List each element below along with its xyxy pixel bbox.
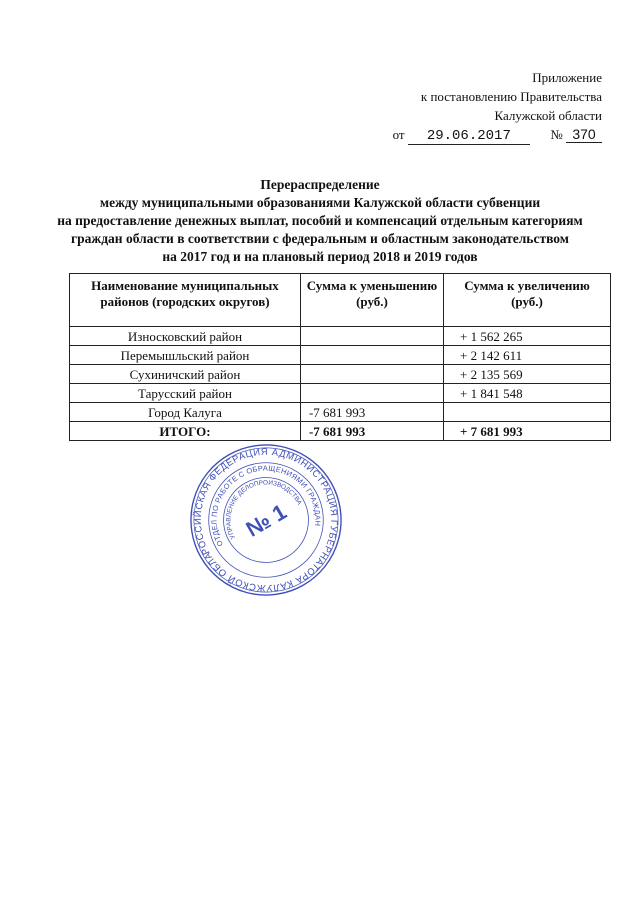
document-title bbox=[0, 176, 640, 266]
header-decrease: Сумма к уменьшению (руб.) bbox=[300, 274, 443, 327]
row-name: Тарусский район bbox=[70, 384, 301, 403]
resolution-number: 370 bbox=[566, 127, 602, 143]
table-row bbox=[70, 327, 611, 346]
row-decrease bbox=[300, 365, 443, 384]
official-stamp bbox=[187, 441, 345, 599]
total-decrease: -7 681 993 bbox=[300, 422, 443, 441]
number-label: № bbox=[550, 127, 563, 142]
row-increase: + 2 142 611 bbox=[443, 346, 610, 365]
total-row bbox=[70, 422, 611, 441]
redistribution-table bbox=[69, 273, 611, 441]
row-decrease bbox=[300, 327, 443, 346]
stamp-center-number: № 1 bbox=[241, 498, 291, 542]
row-increase: + 1 562 265 bbox=[443, 327, 610, 346]
header-increase: Сумма к увеличению (руб.) bbox=[443, 274, 610, 327]
stamp-outer-text: РОССИЙСКАЯ ФЕДЕРАЦИЯ АДМИНИСТРАЦИЯ ГУБЕРНАТОРА КАЛУЖСКОЙ ОБЛАСТИ bbox=[192, 446, 340, 594]
total-increase: + 7 681 993 bbox=[443, 422, 610, 441]
appendix-block bbox=[393, 68, 602, 145]
table-row bbox=[70, 346, 611, 365]
title-line-3: на предоставление денежных выплат, пособий и компенсаций отдельным категориям bbox=[57, 213, 583, 228]
title-line-2: между муниципальными образованиями Калужской области субвенции bbox=[99, 195, 541, 210]
row-name: Город Калуга bbox=[70, 403, 301, 422]
row-increase: + 1 841 548 bbox=[443, 384, 610, 403]
resolution-date: 29.06.2017 bbox=[408, 129, 530, 145]
stamp-middle-text: ОТДЕЛ ПО РАБОТЕ С ОБРАЩЕНИЯМИ ГРАЖДАН bbox=[209, 463, 323, 548]
header-name: Наименование муниципальных районов (городских округов) bbox=[70, 274, 301, 327]
title-line-1: Перераспределение bbox=[260, 177, 380, 192]
row-decrease bbox=[300, 384, 443, 403]
row-increase bbox=[443, 403, 610, 422]
table-header-row bbox=[70, 274, 611, 327]
from-label: от bbox=[392, 127, 405, 142]
appendix-title: Приложение bbox=[532, 70, 602, 85]
appendix-date-number-line bbox=[393, 125, 602, 145]
appendix-region-line: Калужской области bbox=[494, 108, 602, 123]
total-label: ИТОГО: bbox=[70, 422, 301, 441]
row-increase: + 2 135 569 bbox=[443, 365, 610, 384]
table-row bbox=[70, 384, 611, 403]
appendix-resolution-line: к постановлению Правительства bbox=[420, 89, 602, 104]
title-line-5: на 2017 год и на плановый период 2018 и 2019 годов bbox=[162, 249, 478, 264]
table-row bbox=[70, 403, 611, 422]
row-decrease bbox=[300, 346, 443, 365]
stamp-inner-text: УПРАВЛЕНИЕ ДЕЛОПРОИЗВОДСТВА bbox=[225, 479, 303, 541]
row-name: Износковский район bbox=[70, 327, 301, 346]
table-row bbox=[70, 365, 611, 384]
row-decrease: -7 681 993 bbox=[300, 403, 443, 422]
row-name: Перемышльский район bbox=[70, 346, 301, 365]
title-line-4: граждан области в соответствии с федеральным и областным законодательством bbox=[71, 231, 569, 246]
row-name: Сухиничский район bbox=[70, 365, 301, 384]
